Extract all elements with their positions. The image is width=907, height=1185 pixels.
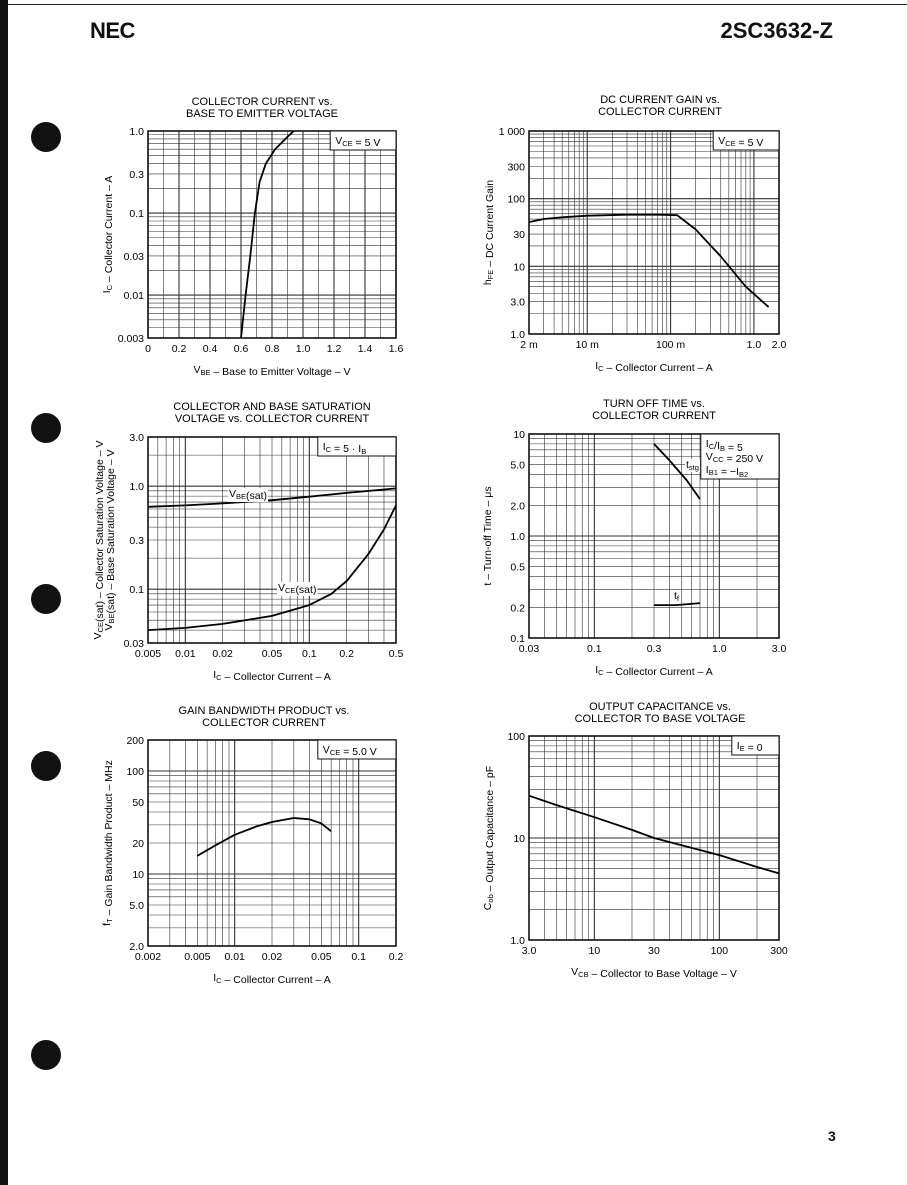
curve-label: tf (674, 590, 680, 603)
chart-title: COLLECTOR AND BASE SATURATION (173, 401, 371, 413)
series-line-0 (241, 131, 294, 338)
y-tick-label: 1.0 (510, 935, 525, 947)
part-number: 2SC3632-Z (720, 18, 833, 43)
chart-title: VOLTAGE vs. COLLECTOR CURRENT (174, 413, 370, 425)
condition-box (318, 437, 396, 456)
x-axis-label: VBE – Base to Emitter Voltage – V (193, 364, 351, 378)
y-tick-label: 10 (132, 869, 144, 882)
condition-box (732, 736, 779, 755)
condition-text: IE = 0 (736, 740, 763, 754)
chart-title: COLLECTOR CURRENT vs. (191, 96, 333, 108)
chart-title: TURN OFF TIME vs. (603, 398, 705, 410)
x-tick-label: 0.1 (351, 951, 366, 963)
x-tick-label: 0.1 (302, 648, 317, 660)
condition-box (713, 131, 779, 150)
x-tick-label: 0.02 (212, 648, 233, 660)
condition-box (318, 740, 396, 759)
grid (148, 437, 396, 643)
y-axis-label: VBE(sat) – Base Saturation Voltage – V (103, 449, 117, 631)
x-tick-label: 0.8 (264, 343, 280, 355)
y-tick-label: 0.03 (123, 250, 144, 263)
y-tick-label: 300 (507, 161, 525, 174)
x-tick-label: 0.02 (261, 951, 283, 963)
x-tick-label: 0.005 (134, 648, 162, 660)
chart-title: COLLECTOR TO BASE VOLTAGE (574, 713, 746, 725)
y-axis-label: fT – Gain Bandwidth Product – MHz (101, 760, 115, 926)
y-tick-label: 3.0 (510, 296, 525, 309)
y-tick-label: 1.0 (129, 126, 144, 138)
chart-c3 (92, 401, 403, 683)
x-axis-label: IC – Collector Current – A (595, 360, 713, 374)
y-tick-label: 0.2 (510, 602, 525, 615)
y-tick-label: 200 (126, 735, 144, 747)
curve-label: VCE(sat) (278, 582, 317, 596)
x-tick-label: 0.05 (311, 951, 332, 963)
y-axis-label: IC – Collector Current – A (101, 175, 115, 294)
plot-frame (529, 131, 779, 334)
y-tick-label: 100 (507, 193, 525, 206)
y-tick-label: 0.1 (510, 633, 525, 645)
chart-c1 (101, 96, 403, 378)
chart-c2 (482, 94, 786, 374)
x-tick-label: 0.05 (261, 648, 283, 660)
x-tick-label: 3.0 (521, 945, 537, 957)
x-tick-label: 100 m (655, 339, 686, 351)
x-tick-label: 100 (710, 945, 729, 957)
x-tick-label: 0.2 (339, 648, 354, 660)
chart-title: COLLECTOR CURRENT (592, 410, 716, 422)
x-tick-label: 0.2 (388, 951, 404, 963)
y-tick-label: 2.0 (510, 500, 525, 513)
y-tick-label: 0.1 (129, 208, 144, 221)
y-tick-label: 0.1 (129, 584, 144, 597)
grid (148, 131, 396, 338)
x-tick-label: 0.005 (184, 951, 211, 963)
x-tick-label: 0.6 (233, 343, 249, 355)
condition-text: IC/IB = 5 (705, 438, 743, 454)
condition-text: VCE = 5 V (718, 135, 764, 149)
y-tick-label: 0.3 (129, 535, 144, 547)
y-tick-label: 0.5 (510, 561, 525, 574)
chart-c4 (482, 398, 786, 678)
x-tick-label: 2 m (520, 339, 538, 351)
chart-title: OUTPUT CAPACITANCE vs. (589, 701, 731, 713)
grid (529, 131, 779, 334)
y-axis-label: Cob – Output Capacitance – pF (482, 765, 496, 911)
y-tick-label: 0.003 (117, 333, 144, 345)
y-tick-label: 0.3 (129, 168, 144, 181)
x-tick-label: 0 (145, 343, 151, 355)
x-tick-label: 300 (770, 945, 788, 957)
curve-label: VBE(sat) (229, 488, 268, 502)
x-axis-label: IC – Collector Current – A (213, 972, 331, 986)
y-tick-label: 30 (513, 229, 525, 242)
y-axis-label: VCE(sat) – Collector Saturation Voltage – V (92, 440, 106, 640)
condition-box (701, 434, 779, 479)
y-tick-label: 20 (132, 838, 144, 850)
y-tick-label: 1.0 (510, 329, 525, 341)
chart-title: COLLECTOR CURRENT (598, 106, 722, 118)
x-tick-label: 1.6 (388, 343, 404, 355)
condition-text: IC = 5 · IB (322, 441, 367, 456)
y-tick-label: 50 (132, 797, 144, 810)
y-tick-label: 0.03 (123, 638, 144, 650)
x-axis-label: IC – Collector Current – A (595, 664, 713, 678)
condition-text: VCC = 250 V (705, 451, 764, 465)
condition-box (330, 131, 396, 150)
y-tick-label: 1.0 (510, 531, 525, 543)
brand-logo: NEC (90, 18, 135, 43)
x-tick-label: 0.03 (518, 643, 540, 655)
y-tick-label: 10 (513, 833, 525, 845)
y-tick-label: 1.0 (129, 481, 144, 494)
chart-c6 (482, 701, 788, 980)
chart-title: BASE TO EMITTER VOLTAGE (186, 108, 338, 120)
x-tick-label: 1.0 (712, 643, 727, 655)
y-tick-label: 1 000 (498, 126, 525, 138)
y-tick-label: 0.01 (123, 290, 144, 303)
x-tick-label: 10 m (575, 339, 599, 351)
x-axis-label: VCB – Collector to Base Voltage – V (571, 966, 737, 980)
chart-title: DC CURRENT GAIN vs. (600, 94, 720, 106)
page-number: 3 (828, 1128, 836, 1144)
y-axis-label: hFE – DC Current Gain (482, 179, 496, 286)
x-tick-label: 1.4 (357, 343, 373, 355)
x-tick-label: 0.2 (171, 343, 187, 355)
x-tick-label: 30 (648, 945, 660, 957)
series-line-0 (197, 818, 331, 856)
y-axis-label: t – Turn-off Time – μs (482, 486, 494, 586)
chart-c5 (101, 705, 403, 986)
y-tick-label: 5.0 (129, 900, 144, 913)
condition-text: IB1 = −IB2 (705, 464, 749, 479)
condition-text: VCE = 5 V (335, 135, 381, 149)
y-tick-label: 2.0 (129, 941, 144, 953)
y-tick-label: 10 (513, 429, 525, 441)
x-tick-label: 0.002 (134, 951, 162, 963)
y-tick-label: 100 (507, 731, 525, 743)
x-tick-label: 10 (588, 945, 601, 957)
x-tick-label: 0.1 (587, 643, 602, 655)
x-tick-label: 1.0 (295, 343, 311, 355)
x-tick-label: 2.0 (771, 339, 787, 351)
y-tick-label: 5.0 (510, 459, 525, 472)
condition-text: VCE = 5.0 V (322, 744, 377, 758)
x-tick-label: 3.0 (771, 643, 787, 655)
chart-title: COLLECTOR CURRENT (202, 717, 326, 729)
y-tick-label: 10 (513, 261, 525, 274)
x-tick-label: 0.01 (224, 951, 245, 963)
x-tick-label: 0.4 (202, 343, 218, 355)
x-axis-label: IC – Collector Current – A (213, 669, 331, 683)
grid (148, 740, 396, 946)
x-tick-label: 0.5 (388, 648, 404, 660)
y-tick-label: 3.0 (129, 432, 144, 444)
chart-title: GAIN BANDWIDTH PRODUCT vs. (178, 705, 350, 717)
curve-label: tstg (686, 459, 699, 472)
x-tick-label: 0.01 (175, 648, 196, 660)
series-line-tf (654, 603, 700, 605)
y-tick-label: 100 (126, 766, 144, 779)
x-tick-label: 1.0 (746, 339, 762, 351)
x-tick-label: 0.3 (646, 643, 662, 655)
x-tick-label: 1.2 (326, 343, 342, 355)
